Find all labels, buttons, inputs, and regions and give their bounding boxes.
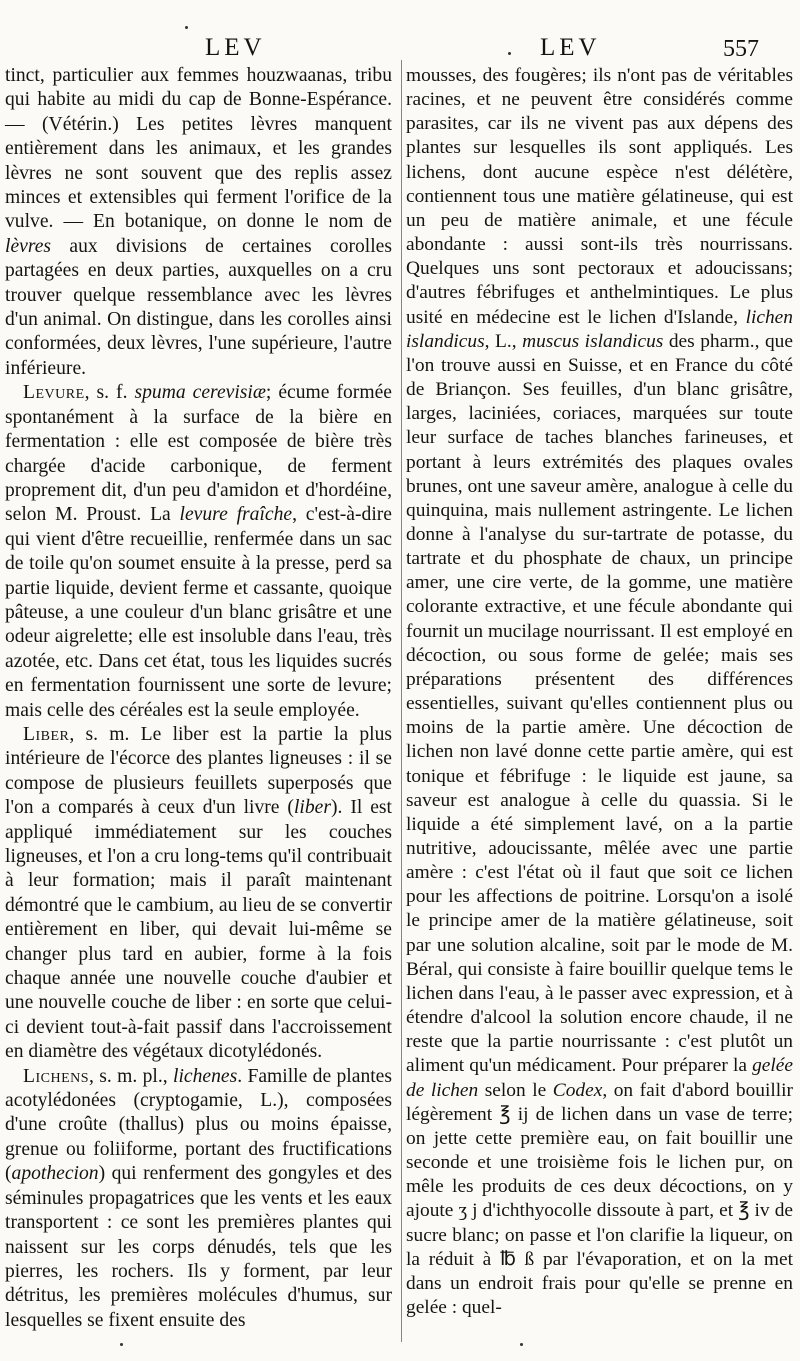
entry-lichens: Lichens, s. m. pl., lichenes. Famille de plantes acotylédonées (cryptogamie, L.), composées d'une croûte (thallus) plus ou moins épaisse, grenue ou foliiforme, portant des fructifications (apothecion) qui renferment des gongyles et des séminules propagatrices que les vents et les eaux transportent : ce sont les premières plantes qui naissent sur les corps dénudés, tels que les pierres, les rochers. Ils y forment, par leur détritus, les premières molécules d'humus, sur lesquelles se fixent ensuite des xyxy=(5,1065,393,1331)
header-dot xyxy=(185,26,188,29)
footer-dot xyxy=(120,1343,123,1346)
header-left-title: LEV xyxy=(205,34,266,61)
page-number: 557 xyxy=(723,36,759,62)
left-column xyxy=(5,64,392,1333)
footer-dot xyxy=(520,1343,523,1346)
header-right-title: LEV xyxy=(540,34,601,61)
entry-levre-continuation: tinct, particulier aux femmes houzwaanas, tribu qui habite au midi du cap de Bonne-Espérance. — (Vétérin.) Les petites lèvres manquent entièrement dans les animaux, et les grandes lèvres ne sont souvent que des replis assez minces et extensibles qui ferment l'orifice de la vulve. — En botanique, on donne le nom de lèvres aux divisions de certaines corolles partagées en deux parties, auxquelles on a cru trouver quelque ressemblance avec les lèvres d'un animal. On distingue, dans les corolles ainsi conformées, deux lèvres, l'une supérieure, l'autre inférieure. xyxy=(5,65,393,379)
header-dot xyxy=(508,52,511,55)
running-header xyxy=(0,22,800,66)
entry-levure: Levure, s. f. spuma cerevisiæ; écume formée spontanément à la surface de la bière en fermentation : elle est composée de bière très chargée d'acide carbonique, de ferment proprement dit, d'un peu d'amidon et d'hordéine, selon M. Proust. La levure fraîche, c'est-à-dire qui vient d'être recueillie, renfermée dans un sac de toile qu'on soumet ensuite à la presse, perd sa partie liquide, devient ferme et cassante, quoique pâteuse, a une couleur d'un blanc grisâtre et une odeur aigrelette; elle est insoluble dans l'eau, très azotée, etc. Dans cet état, tous les liquides sucrés en fermentation fournissent une sorte de levure; mais celle des céréales est la seule employée. xyxy=(5,382,392,721)
column-divider xyxy=(401,60,402,1342)
headword-liber: Liber xyxy=(23,723,70,745)
entry-liber: Liber, s. m. Le liber est la partie la plus intérieure de l'écorce des plantes ligneuses : il se compose de plusieurs feuillets superposés que l'on a comparés à ceux d'un livre (liber). Il est appliqué immédiatement sur les couches ligneuses, et l'on a cru long-tems qu'il contribuait à leur formation; mais il paraît maintenant démontré que le cambium, au lieu de se convertir entièrement en liber, qui devait lui-même se changer plus tard en aubier, forme à la fois chaque année une nouvelle couche d'aubier et une nouvelle couche de liber : en sorte que celui-ci devient tout-à-fait passif dans l'accroissement en diamètre des végétaux dicotylédonés. xyxy=(5,723,392,1063)
right-column xyxy=(406,64,793,1320)
headword-levure: Levure xyxy=(23,382,85,404)
entry-lichens-continuation: mousses, des fougères; ils n'ont pas de véritables racines, et ne peuvent être considérés comme parasites, car ils ne vivent pas aux dépens des plantes sur lesquelles ils sont appliqués. Les lichens, dont aucune espèce n'est délétère, contiennent tous une matière gélatineuse, qui est un peu de matière animale, et une fécule abondante : aussi sont-ils très nourrissans. Quelques uns sont pectoraux et adoucissans; d'autres fébrifuges et anthelmintiques. Le plus usité en médecine est le lichen d'Islande, lichen islandicus, L., muscus islandicus des pharm., que l'on trouve aussi en Suisse, et en France du côté de Briançon. Ses feuilles, d'un blanc grisâtre, larges, laciniées, coriaces, marquées sur toute leur surface de taches blanches farineuses, et portant à leurs extrémités des plaques ovales brunes, ont une saveur amère, analogue à celle du quinquina, mais nullement astringente. Le lichen donne à l'analyse du sur-tartrate de potasse, du tartrate et du phosphate de chaux, un principe amer, une cire verte, de la gomme, une matière colorante extractive, et une fécule abondante qui fournit un mucilage nourrissant. Il est employé en décoction, ou sous forme de gelée; mais ses préparations présentent des différences essentielles, suivant qu'elles contiennent plus ou moins de la partie amère. Une décoction de lichen non lavé donne cette partie amère, qui est tonique et fébrifuge : le liquide est jaune, sa saveur est analogue à celle du quassia. Si le liquide a été simplement lavé, on a la partie nutritive, adoucissante, mêlée avec une partie amère : c'est l'état où il faut que soit ce lichen pour les affections de poitrine. Lorsqu'on a isolé le principe amer de la matière gélatineuse, soit par une solution alcaline, soit par le mode de M. Béral, qui consiste à faire bouillir quelque tems le lichen dans l'eau, à le passer avec expression, et à étendre d'alcool la solution encore chaude, il ne reste que la partie nourrissante : c'est plutôt un aliment qu'un médicament. Pour préparer la gelée de lichen selon le Codex, on fait d'abord bouillir légèrement ℥ ij de lichen dans un vase de terre; on jette cette première eau, on fait bouillir une seconde et une troisième fois le lichen pur, on mêle les produits de ces deux décoctions, on y ajoute ʒ j d'ichthyocolle dissoute à part, et ℥ iv de sucre blanc; on passe et l'on clarifie la liqueur, on la réduit à ℔ ß par l'évaporation, et on la met dans un endroit frais pour qu'elle se prenne en gelée : quel- xyxy=(406,65,793,1318)
headword-lichens: Lichens xyxy=(23,1065,90,1087)
